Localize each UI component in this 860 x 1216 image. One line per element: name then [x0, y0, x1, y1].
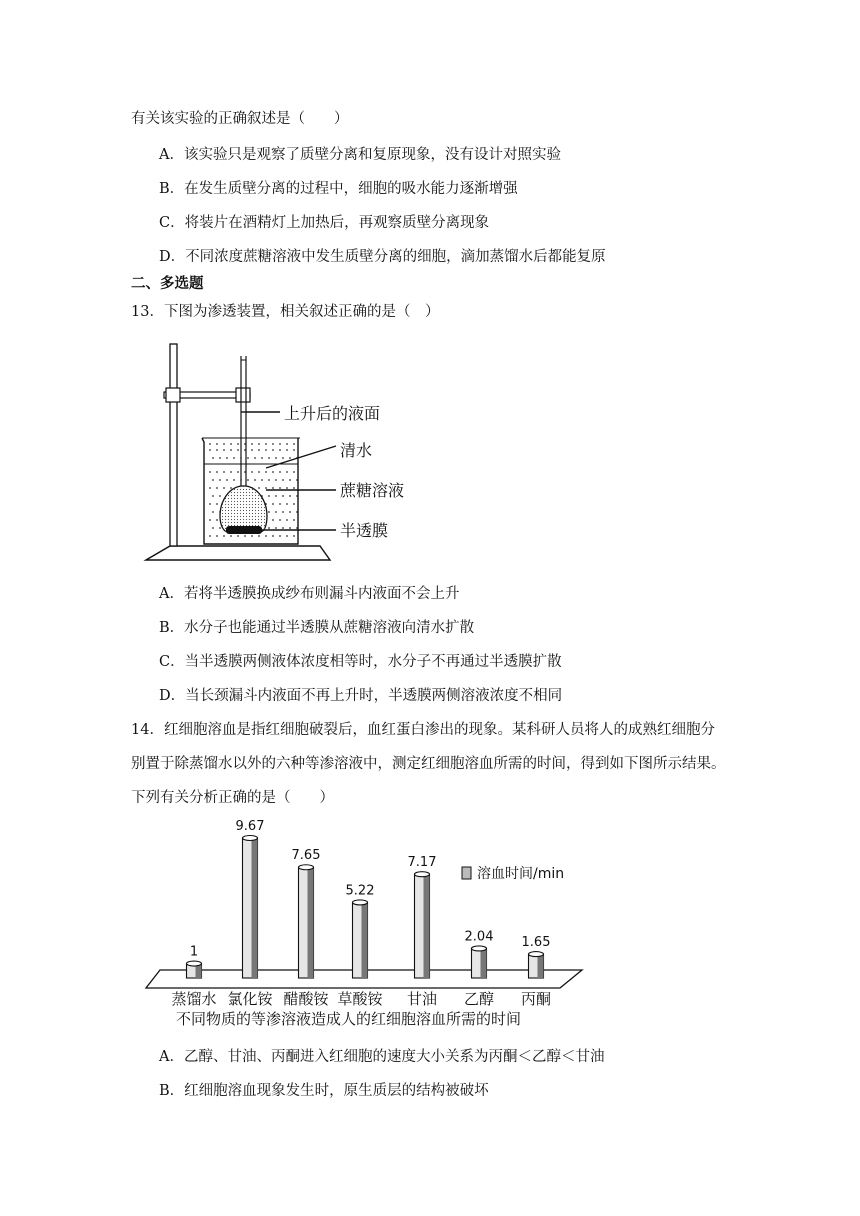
bar	[415, 872, 430, 978]
semipermeable-membrane	[226, 526, 262, 534]
category-label: 醋酸铵	[283, 990, 329, 1008]
q12-option-d: D．不同浓度蔗糖溶液中发生质壁分离的细胞，滴加蒸馏水后都能复原	[159, 249, 606, 265]
legend-swatch	[462, 867, 471, 879]
bar-value-label: 9.67	[235, 819, 265, 834]
q14-stem-line-1: 14．红细胞溶血是指红细胞破裂后，血红蛋白渗出的现象。某科研人员将人的成熟红细胞分	[131, 722, 715, 738]
bar	[529, 952, 544, 978]
q14-option-b: B．红细胞溶血现象发生时，原生质层的结构被破坏	[159, 1083, 489, 1099]
q13-option-d: D．当长颈漏斗内液面不再上升时，半透膜两侧溶液浓度不相同	[159, 688, 563, 704]
q12-option-c: C．将装片在酒精灯上加热后，再观察质壁分离现象	[159, 215, 490, 231]
q13-option-c: C．当半透膜两侧液体浓度相等时，水分子不再通过半透膜扩散	[159, 654, 562, 670]
bar-value-label: 5.22	[345, 883, 375, 899]
bar	[187, 961, 202, 978]
sucrose-fill	[220, 486, 267, 532]
section-title: 二、多选题	[131, 276, 204, 292]
bar	[299, 865, 314, 978]
chart-xlabel: 不同物质的等渗溶液造成人的红细胞溶血所需的时间	[176, 1010, 522, 1028]
category-label: 氯化铵	[227, 990, 273, 1008]
bar	[243, 836, 258, 979]
label-raised-level: 上升后的液面	[284, 404, 381, 423]
bar	[353, 900, 368, 978]
category-label: 甘油	[406, 990, 438, 1008]
label-membrane: 半透膜	[340, 521, 389, 540]
q12-option-a: A．该实验只是观察了质壁分离和复原现象，没有设计对照实验	[159, 147, 561, 163]
category-label: 乙醇	[463, 990, 495, 1008]
q13-stem: 13．下图为渗透装置，相关叙述正确的是（ ）	[131, 304, 440, 320]
stand-base	[146, 546, 330, 560]
q14-stem-line-2: 别置于除蒸馏水以外的六种等渗溶液中，测定红细胞溶血所需的时间，得到如下图所示结果。	[131, 756, 726, 772]
label-sucrose: 蔗糖溶液	[340, 481, 405, 500]
category-label: 草酸铵	[337, 990, 383, 1008]
category-label: 丙酮	[520, 990, 552, 1008]
bar	[472, 946, 487, 978]
hemolysis-chart	[140, 810, 590, 1035]
q12-stem: 有关该实验的正确叙述是（ ）	[131, 111, 349, 127]
label-water: 清水	[340, 441, 373, 460]
category-label: 蒸馏水	[171, 990, 217, 1008]
clamp-boss	[166, 388, 180, 402]
q14-stem-line-3: 下列有关分析正确的是（ ）	[131, 790, 334, 806]
bar-value-label: 1.65	[521, 935, 551, 951]
bar-value-label: 1	[189, 944, 199, 960]
stand-pole	[170, 344, 177, 546]
bar-value-label: 7.17	[407, 855, 437, 871]
q12-option-b: B．在发生质壁分离的过程中，细胞的吸水能力逐渐增强	[159, 181, 518, 197]
q13-option-b: B．水分子也能通过半透膜从蔗糖溶液向清水扩散	[159, 620, 475, 636]
clamp-holder	[236, 388, 250, 402]
bar-value-label: 7.65	[291, 848, 321, 864]
osmosis-apparatus-figure	[140, 338, 430, 570]
bar-value-label: 2.04	[464, 929, 494, 945]
q14-option-a: A．乙醇、甘油、丙酮进入红细胞的速度大小关系为丙酮＜乙醇＜甘油	[159, 1049, 605, 1065]
q13-option-a: A．若将半透膜换成纱布则漏斗内液面不会上升	[159, 586, 460, 602]
legend-label: 溶血时间/min	[477, 866, 565, 882]
